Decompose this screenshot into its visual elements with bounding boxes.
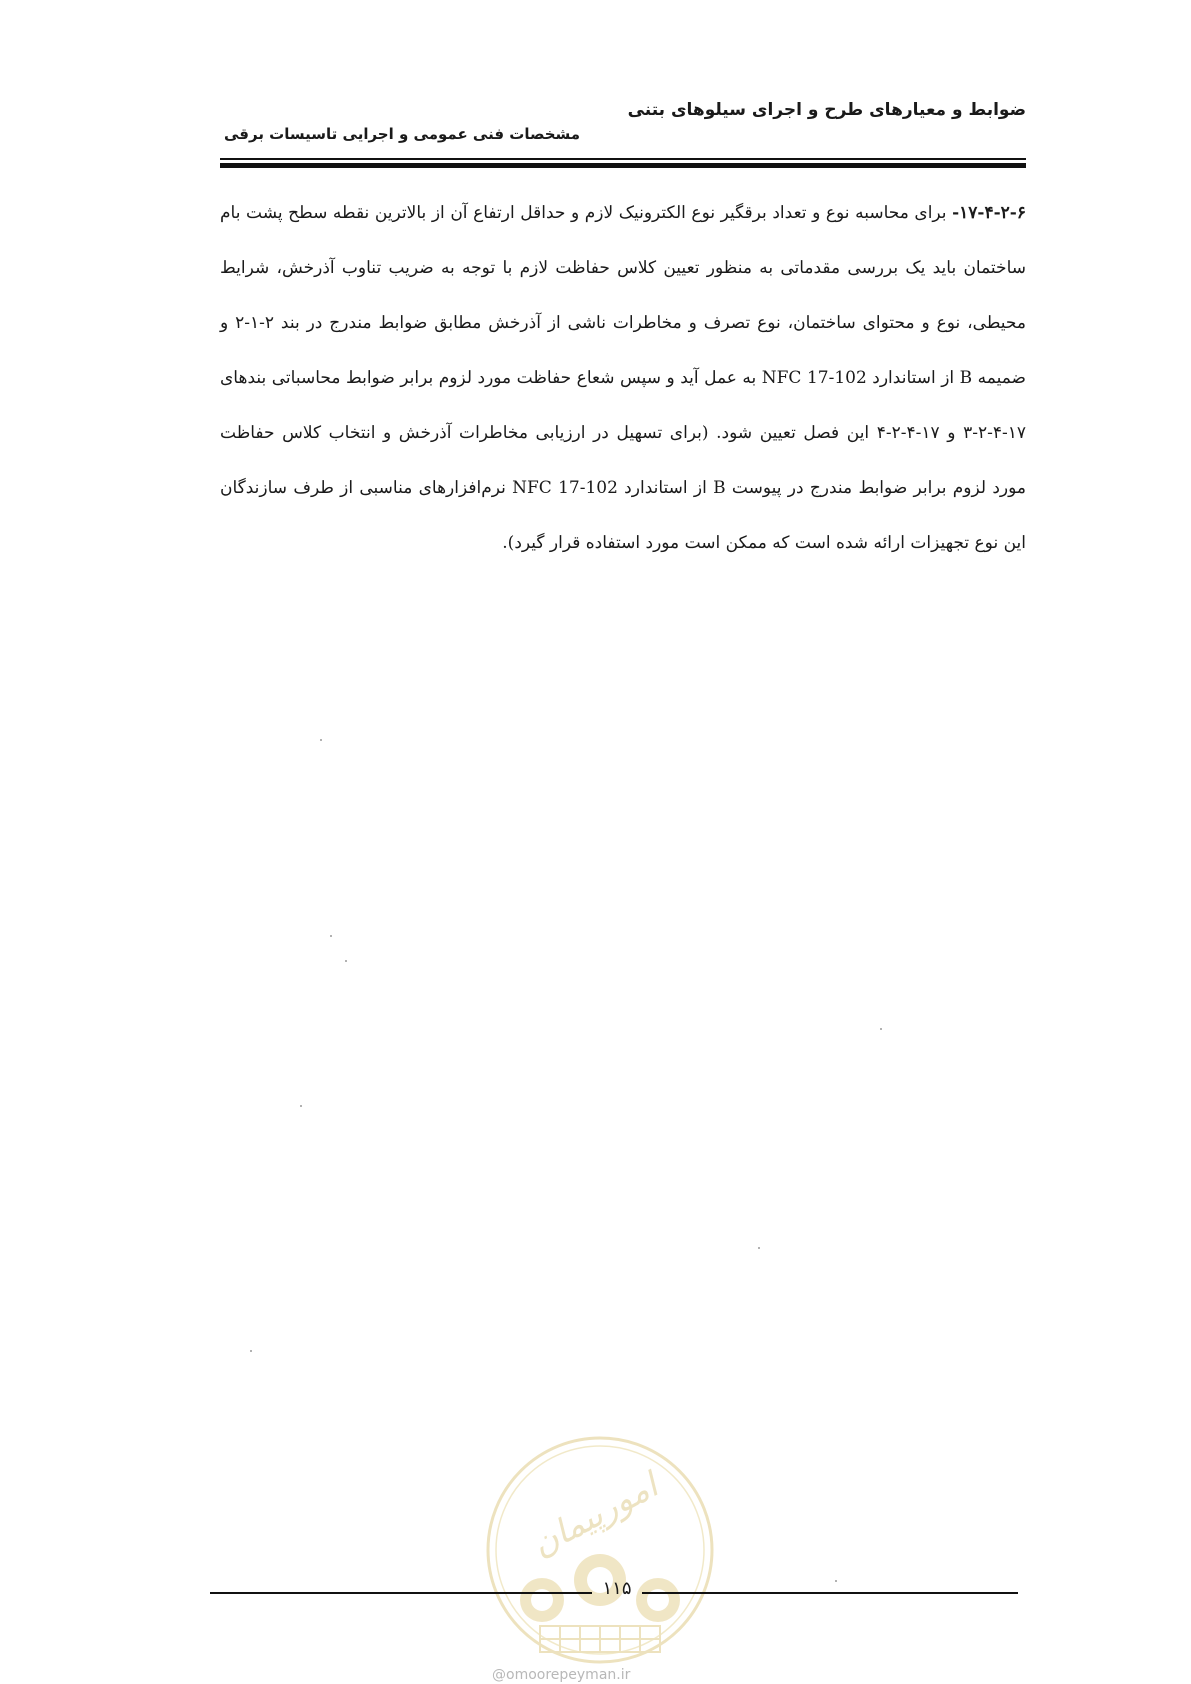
- standard-reference: NFC 17-102: [761, 368, 867, 388]
- watermark-logo: [480, 1430, 720, 1670]
- building-grid-icon: [540, 1626, 660, 1652]
- scan-speck: [320, 739, 322, 741]
- watermark-url: @omoorepeyman.ir: [492, 1667, 631, 1683]
- footer-rule-left: [210, 1592, 592, 1594]
- scan-speck: [880, 1028, 882, 1030]
- watermark-inner-ring: [496, 1446, 704, 1654]
- paragraph-text-part-3: نرم‌افزارهای مناسبی از طرف سازندگان این نوع تجهیزات ارائه شده است که ممکن است مورد استفاده قرار گیرد).: [220, 478, 1026, 553]
- scan-speck: [300, 1105, 302, 1107]
- scan-speck: [345, 960, 347, 962]
- section-number: ۱۷-۴-۲-۶-: [952, 203, 1026, 223]
- paragraph-text-part-2: به عمل آید و سپس شعاع حفاظت مورد لزوم برابر ضوابط محاسباتی بندهای ۱۷-۴-۲-۳ و ۱۷-۴-۲-۴ این فصل تعیین شود. (برای تسهیل در ارزیابی مخاطرات آذرخش و انتخاب کلاس حفاظت مورد لزوم برابر ضوابط مندرج در پیوست B از استاندارد: [220, 368, 1026, 498]
- scan-speck: [330, 935, 332, 937]
- paragraph-text-part-1: برای محاسبه نوع و تعداد برقگیر نوع الکترونیک لازم و حداقل ارتفاع آن از بالاترین نقطه سطح پشت بام ساختمان باید یک بررسی مقدماتی به منظور تعیین کلاس حفاظت لازم با توجه به ضریب تناوب آذرخش، شرایط محیطی، نوع و محتوای ساختمان، نوع تصرف و مخاطرات ناشی از آذرخش مطابق ضوابط مندرج در بند ۲-۱-۲ و ضمیمه B از استاندارد: [220, 203, 1026, 388]
- scan-speck: [835, 1580, 837, 1582]
- document-title: ضوابط و معیارهای طرح و اجرای سیلوهای بتنی: [627, 100, 1026, 120]
- scan-speck: [758, 1247, 760, 1249]
- watermark-script: امورپیمان: [525, 1465, 665, 1565]
- standard-reference: NFC 17-102: [512, 478, 618, 498]
- footer-rule-right: [642, 1592, 1018, 1594]
- header-rule-thin: [220, 158, 1026, 160]
- section-title: مشخصات فنی عمومی و اجرایی تاسیسات برقی: [224, 125, 581, 143]
- page-number: ۱۱۵: [602, 1578, 632, 1599]
- scan-speck: [250, 1350, 252, 1352]
- header-rule-thick: [220, 163, 1026, 168]
- body-paragraph: [220, 186, 1026, 571]
- paragraph-17-4-2-6: [220, 186, 1026, 571]
